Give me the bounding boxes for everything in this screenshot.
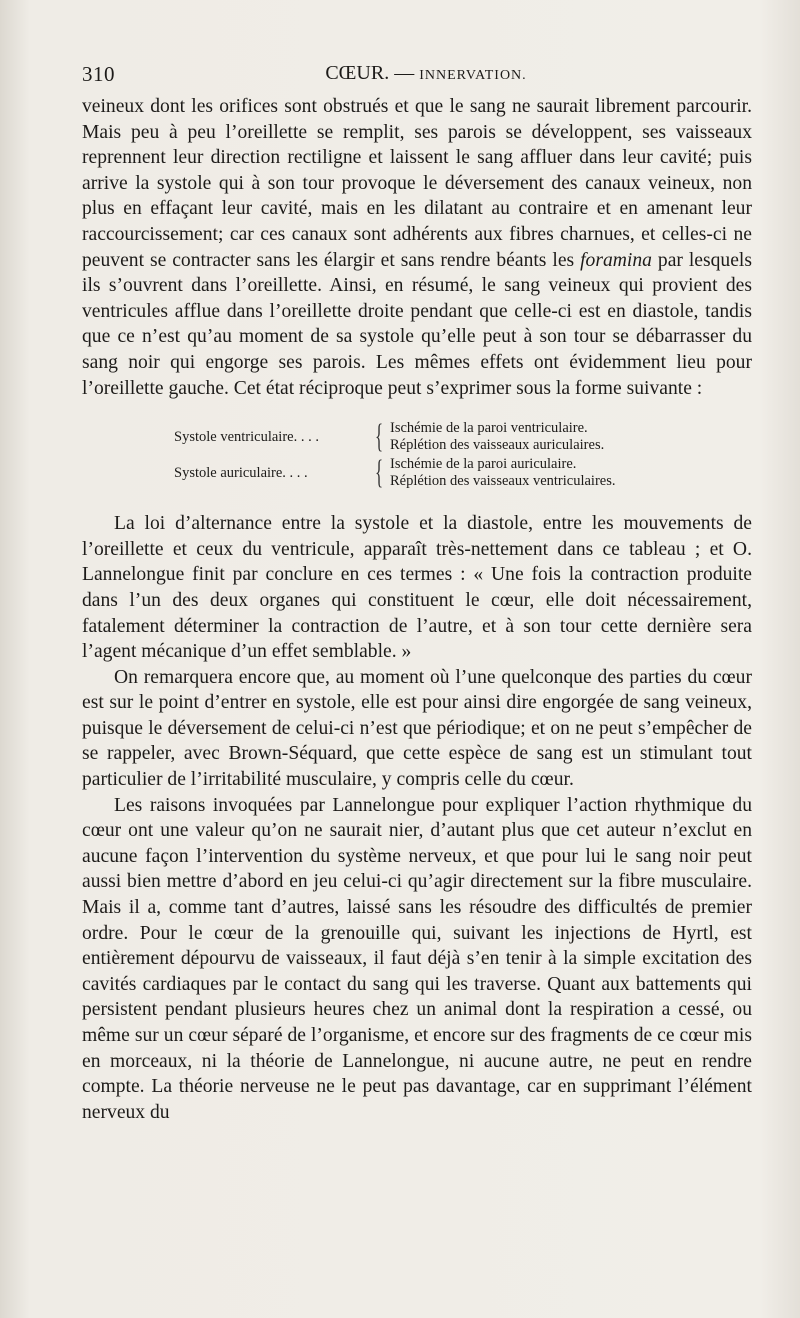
body-text bbox=[82, 94, 752, 1125]
table-row-value-2: Réplétion des vaisseaux auriculaires. bbox=[390, 437, 605, 454]
table-row bbox=[82, 419, 752, 455]
header-separator: — bbox=[389, 62, 420, 84]
table-row-label: Systole auriculaire. . . . bbox=[174, 464, 308, 481]
table-row-value-1: Ischémie de la paroi auriculaire. bbox=[390, 456, 577, 473]
paragraph-4: Les raisons invoquées par Lannelongue pour expliquer l’action rhythmique du cœur ont une valeur qu’on ne saurait nier, d’autant plus que cet auteur n’exclut en aucune façon l’intervention du système nerveux, et que pour lui le sang noir peut aussi bien mettre d’abord en jeu celui-ci qu’agir directement sur la fibre musculaire. Mais il a, comme tant d’autres, laissé sans les résoudre des difficultés de premier ordre. Pour le cœur de la grenouille qui, suivant les injections de Hyrtl, est entièrement dépourvu de vaisseaux, il faut déjà s’en tenir à la simple excitation des cavités cardiaques par le contact du sang qui les traverse. Quant aux battements qui persistent pendant plusieurs heures chez un animal dont la respiration a cessé, ou même sur un cœur séparé de l’organisme, et encore sur des fragments de ce cœur mis en morceaux, ni la théorie de Lannelongue, ni aucune autre, ne peut en rendre compte. La théorie nerveuse ne le peut pas davantage, car en supprimant l’élément nerveux du bbox=[82, 794, 752, 1123]
paragraph-1 bbox=[82, 94, 752, 401]
table-row-values bbox=[384, 420, 604, 454]
running-header bbox=[82, 62, 770, 92]
table-row-label: Systole ventriculaire. . . . bbox=[174, 428, 319, 445]
paragraph-2: La loi d’alternance entre la systole et la diastole, entre les mouvements de l’oreillette et ceux du ventricule, apparaît très-nettement dans ce tableau ; et O. Lannelongue finit par conclure en ces termes : « Une fois la contraction produite dans l’un des deux organes qui constituent le cœur, elle doit nécessairement, fatalement déterminer la contraction de l’autre, et à son tour cette dernière sera l’agent mécanique d’un effet semblable. » bbox=[82, 513, 752, 663]
table-row bbox=[82, 455, 752, 491]
brace-icon: { bbox=[375, 418, 384, 456]
header-subtitle: INNERVATION. bbox=[419, 68, 527, 83]
table-row-value-2: Réplétion des vaisseaux ventriculaires. bbox=[390, 473, 616, 490]
italic-foramina: foramina bbox=[580, 249, 652, 271]
paragraph-3: On remarquera encore que, au moment où l’une quelconque des parties du cœur est sur le point d’entrer en systole, elle est pour ainsi dire engorgée de sang veineux, puisque le déversement de celui-ci n’est que périodique; et on ne peut s’empêcher de se rappeler, avec Brown-Séquard, que cette espèce de sang est un stimulant tout particulier de l’irritabilité musculaire, y compris celle du cœur. bbox=[82, 666, 752, 791]
paragraph-1-end: par lesquels ils s’ouvrent dans l’oreillette. Ainsi, en résumé, le sang veineux qui provient des ventricules afflue dans l’oreillette droite pendant que celle-ci est en diastole, tandis que ce n’est qu’au moment de sa systole qu’elle peut à son tour se débarrasser du sang noir qui engorge ses parois. Les mêmes effets ont évidemment lieu pour l’oreillette gauche. Cet état réciproque peut s’exprimer sous la forme suivante : bbox=[82, 249, 752, 399]
brace-icon: { bbox=[375, 454, 384, 492]
systole-table bbox=[82, 419, 752, 491]
page-number: 310 bbox=[82, 62, 115, 86]
running-title bbox=[82, 62, 770, 85]
header-title: CŒUR. bbox=[325, 62, 390, 84]
paragraph-1-start: veineux dont les orifices sont obstrués et que le sang ne saurait librement parcourir. Mais peu à peu l’oreillette se remplit, ses parois se développent, ses vaisseaux reprennent leur direction rectiligne et laissent le sang affluer dans leur cavité; puis arrive la systole qui à son tour provoque le déversement des canaux veineux, non plus en effaçant leur cavité, mais en les dilatant au contraire et en amenant leur raccourcissement; car ces canaux sont adhérents aux fibres charnues, et celles-ci ne peuvent se contracter sans les élargir et sans rendre béants les bbox=[82, 96, 752, 271]
table-row-value-1: Ischémie de la paroi ventriculaire. bbox=[390, 420, 588, 437]
table-row-values bbox=[384, 456, 616, 490]
